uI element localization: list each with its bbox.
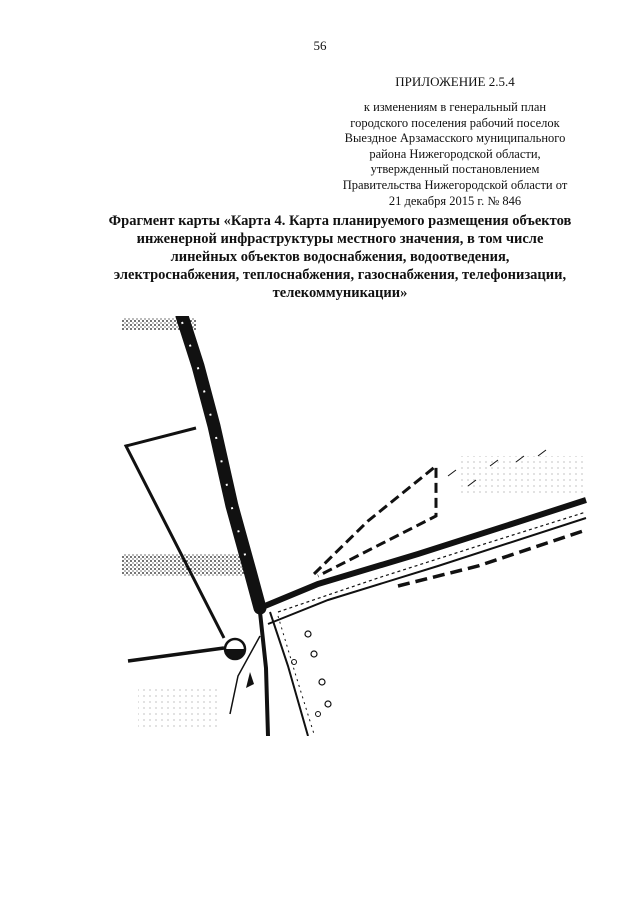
fragment-title — [60, 212, 620, 302]
northeast-road-outer — [260, 500, 586, 608]
stipple-zone — [458, 456, 583, 496]
title-line: электроснабжения, теплоснабжения, газоснабжения, телефонизации, — [113, 267, 567, 283]
map-fragment — [118, 316, 588, 736]
south-road-right — [270, 612, 308, 736]
approval-line: Правительства Нижегородской области от — [342, 177, 568, 192]
page-number: 56 — [313, 38, 327, 53]
title-line: телекоммуникации» — [272, 285, 408, 301]
map-svg — [118, 316, 588, 736]
approval-line: 21 декабря 2015 г. № 846 — [388, 193, 522, 208]
title-line: Фрагмент карты «Карта 4. Карта планируемого размещения объектов — [108, 213, 572, 229]
approval-line: утвержденный постановлением — [370, 162, 540, 177]
facility-icon — [225, 639, 245, 659]
building-marker — [305, 631, 311, 637]
zone-boundary — [126, 428, 224, 638]
planned-boundary-east — [398, 530, 586, 586]
building-marker — [316, 712, 321, 717]
zone-boundary-short — [128, 648, 224, 661]
stipple-zone-lower — [138, 686, 218, 731]
south-road-dashed — [278, 616, 314, 734]
title-line: инженерной инфраструктуры местного значения, в том числе — [136, 231, 544, 247]
south-road-left — [260, 612, 268, 736]
building-marker — [311, 651, 317, 657]
title-line: линейных объектов водоснабжения, водоотведения, — [170, 249, 510, 265]
building-marker — [319, 679, 325, 685]
planned-boundary — [314, 466, 436, 576]
approval-line: Выездное Арзамасского муниципального — [344, 131, 566, 146]
approval-line: к изменениям в генеральный план — [363, 100, 547, 114]
building-marker — [325, 701, 331, 707]
pointer-arrow-icon — [246, 672, 254, 688]
appendix-label: ПРИЛОЖЕНИЕ 2.5.4 — [395, 74, 515, 89]
approval-block — [320, 100, 590, 209]
approval-line: района Нижегородской области, — [369, 146, 541, 161]
approval-line: городского поселения рабочий поселок — [350, 115, 560, 130]
